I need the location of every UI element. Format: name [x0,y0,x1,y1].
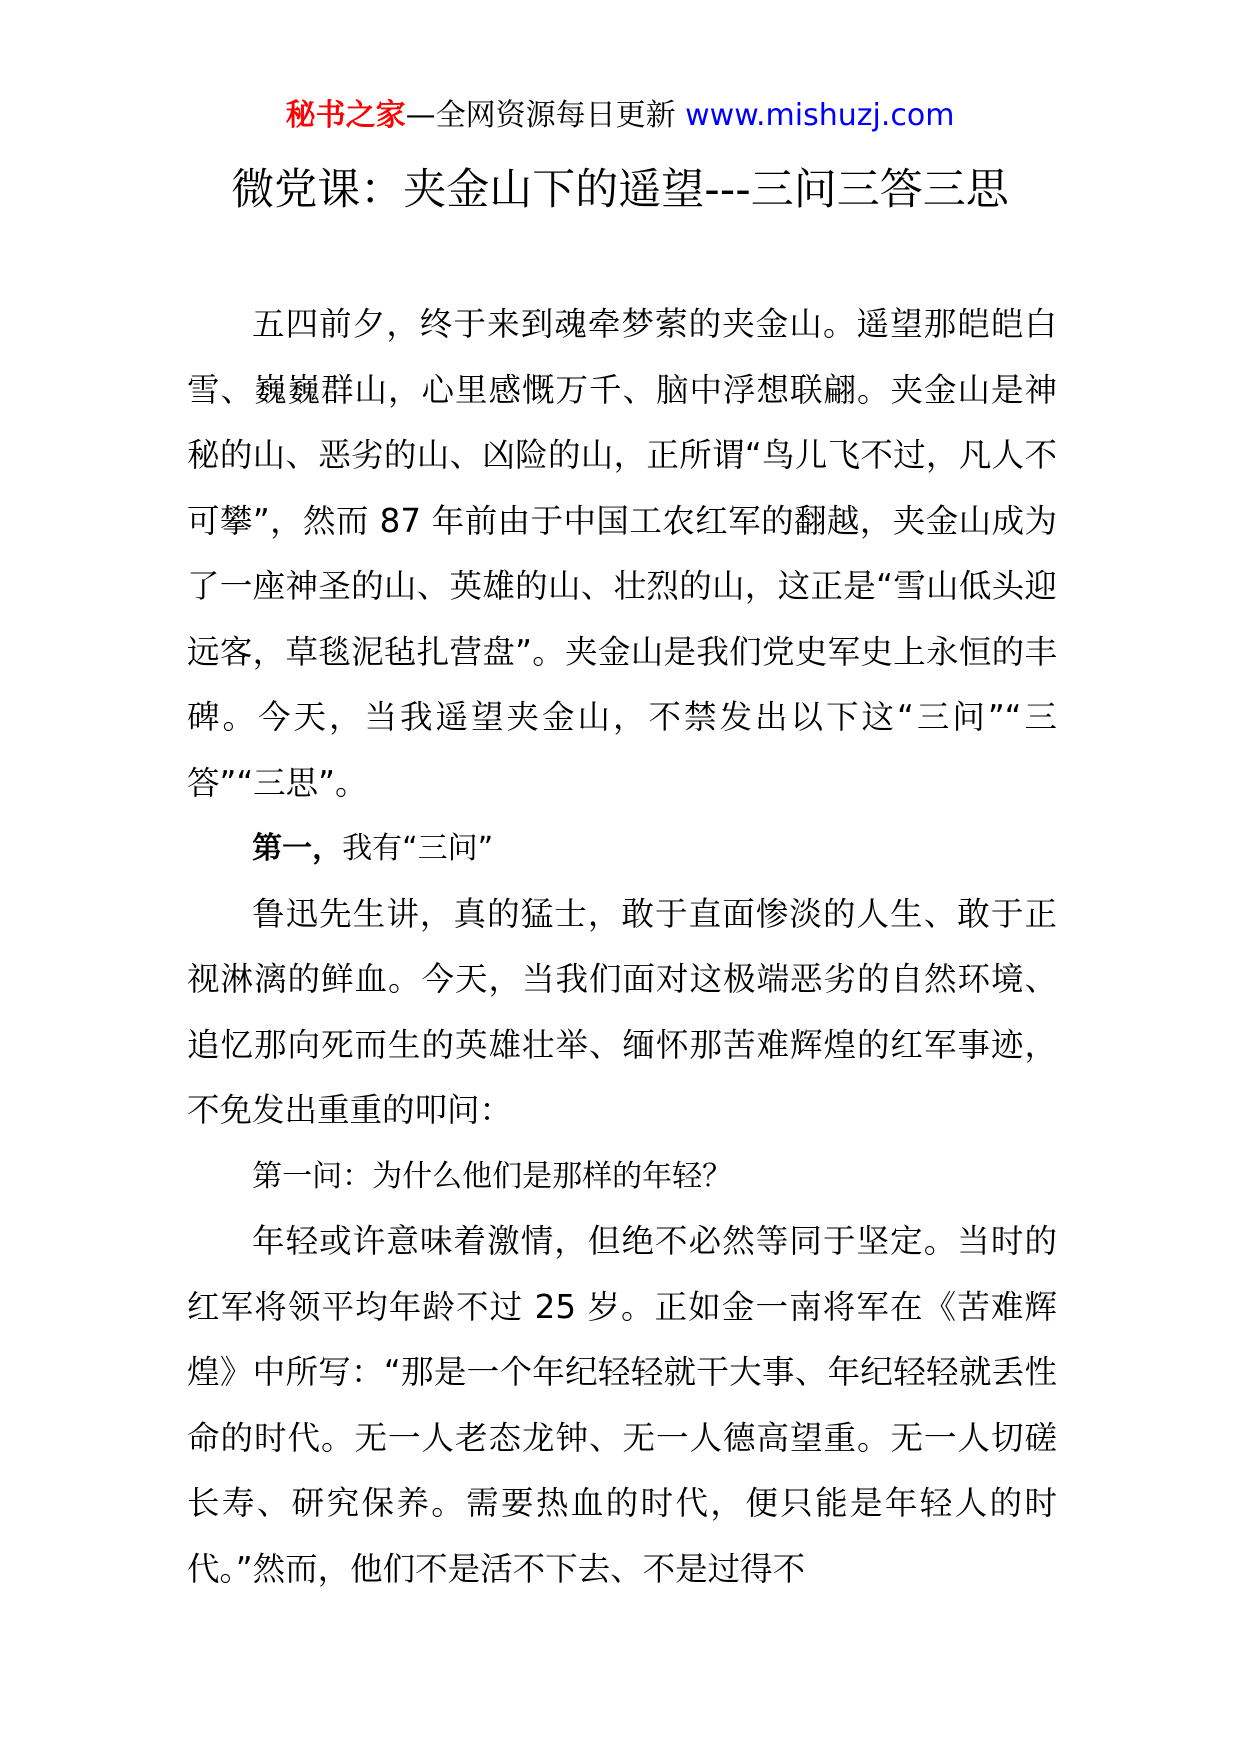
site-url-link[interactable]: www.mishuzj.com [685,98,955,133]
document-body [187,292,1057,1602]
paragraph-youth: 年轻或许意味着激情，但绝不必然等同于坚定。当时的红军将领平均年龄不过 25 岁。正如金一南将军在《苦难辉煌》中所写：“那是一个年纪轻轻就干大事、年纪轻轻就丢性命的时代。无一人老态龙钟、无一人德高望重。无一人切磋长寿、研究保养。需要热血的时代，便只能是年轻人的时代。”然而，他们不是活不下去、不是过得不 [187,1222,1057,1588]
question-heading-first: 第一问：为什么他们是那样的年轻？ [252,1158,733,1194]
brand-name: 秘书之家 [285,98,406,133]
paragraph-luxun: 鲁迅先生讲，真的猛士，敢于直面惨淡的人生、敢于正视淋漓的鲜血。今天，当我们面对这极端恶劣的自然环境、追忆那向死而生的英雄壮举、缅怀那苦难辉煌的红军事迹，不免发出重重的叩问： [187,894,1057,1129]
document-title: 微党课：夹金山下的遥望---三问三答三思 [231,165,1009,215]
section-heading-first [187,816,1057,882]
section-heading-first-bold: 第一， [252,831,343,866]
paragraph-intro: 五四前夕，终于来到魂牵梦萦的夹金山。遥望那皑皑白雪、巍巍群山，心里感慨万千、脑中浮想联翩。夹金山是神秘的山、恶劣的山、凶险的山，正所谓“鸟儿飞不过，凡人不可攀”，然而 87 年前由于中国工农红军的翻越，夹金山成为了一座神圣的山、英雄的山、壮烈的山，这正是“雪山低头迎远客，草毯泥毡扎营盘”。夹金山是我们党史军史上永恒的丰碑。今天，当我遥望夹金山，不禁发出以下这“三问”“三答”“三思”。 [187,305,1057,802]
site-header [0,96,1240,136]
section-heading-first-text: 我有“三问” [342,831,494,866]
site-tagline: —全网资源每日更新 [405,98,686,133]
